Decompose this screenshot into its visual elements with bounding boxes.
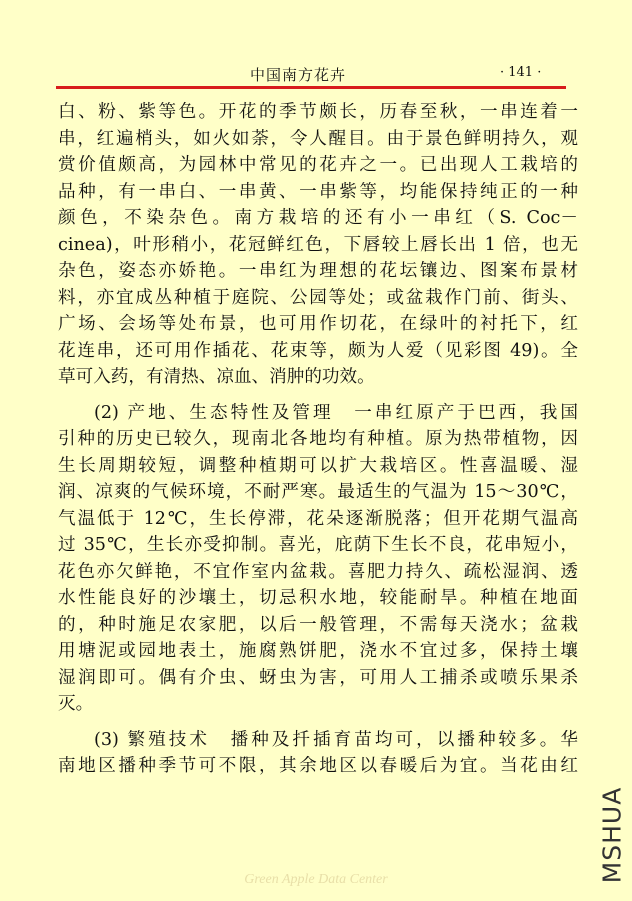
body-text (58, 99, 578, 780)
text-line: 用塘泥或园地表土，施腐熟饼肥，浇水不宜过多，保持土壤 (58, 641, 578, 661)
text-line: 南地区播种季节可不限，其余地区以春暖后为宜。当花由红 (58, 756, 578, 776)
section-heading-line: (3) 繁殖技术 播种及扦插育苗均可，以播种较多。华 (94, 729, 578, 750)
page-number: · 141 · (500, 65, 542, 80)
text-line: 草可入药，有清热、凉血、消肿的功效。 (58, 367, 375, 387)
text-line: 料，亦宜成丛种植于庭院、公园等处；或盆栽作门前、街头、 (58, 287, 578, 308)
footer-watermark-text: Green Apple Data Center (244, 872, 388, 887)
text-line: 生长周期较短，调整种植期可以扩大栽培区。性喜温暖、湿 (58, 455, 578, 476)
watermark-label: MSHUA (597, 786, 627, 884)
text-line: 引种的历史已较久，现南北各地均有种植。原为热带植物，因 (58, 429, 578, 449)
text-line: 气温低于 12℃，生长停滞，花朵逐渐脱落；但开花期气温高 (58, 508, 578, 529)
text-line: 的，种时施足农家肥，以后一般管理，不需每天浇水；盆栽 (58, 614, 578, 635)
text-line: 润、凉爽的气候环境，不耐严寒。最适生的气温为 15～30℃， (58, 482, 578, 502)
text-line: cinea)，叶形稍小，花冠鲜红色，下唇较上唇长出 1 倍，也无 (58, 234, 578, 255)
text-line: 过 35℃，生长亦受抑制。喜光，庇荫下生长不良，花串短小， (58, 535, 578, 555)
paragraph (58, 99, 578, 391)
paragraph (58, 727, 578, 780)
paragraph (58, 400, 578, 718)
text-line: 广场、会场等处布景，也可用作切花，在绿叶的衬托下，红 (58, 314, 578, 334)
text-line: 花色亦欠鲜艳，不宜作室内盆栽。喜肥力持久、疏松湿润、透 (58, 561, 578, 582)
text-line: 白、粉、紫等色。开花的季节颇长，历春至秋，一串连着一 (58, 102, 578, 122)
text-line: 颜色，不染杂色。南方栽培的还有小一串红（S. Coc－ (58, 208, 578, 228)
book-title: 中国南方花卉 (250, 66, 347, 84)
text-line: 赏价值颇高，为园林中常见的花卉之一。已出现人工栽培的 (58, 155, 578, 175)
text-line: 湿润即可。偶有介虫、蚜虫为害，可用人工捕杀或喷乐果杀 (58, 667, 578, 688)
text-line: 串，红遍梢头，如火如荼，令人醒目。由于景色鲜明持久，观 (58, 128, 578, 149)
header-rule (56, 86, 566, 89)
text-line: 花连串，还可用作插花、花束等，颇为人爱（见彩图 49)。全 (58, 340, 578, 361)
text-line: 灭。 (58, 694, 94, 714)
side-watermark (594, 780, 630, 890)
text-line: 品种，有一串白、一串黄、一串紫等，均能保持纯正的一种 (58, 181, 578, 202)
text-line: 杂色，姿态亦娇艳。一串红为理想的花坛镶边、图案布景材 (58, 261, 578, 281)
running-header (0, 62, 632, 86)
section-heading-line: (2) 产地、生态特性及管理 一串红原产于巴西，我国 (94, 402, 578, 423)
text-line: 水性能良好的沙壤土，切忌积水地，较能耐旱。种植在地面 (58, 588, 578, 608)
